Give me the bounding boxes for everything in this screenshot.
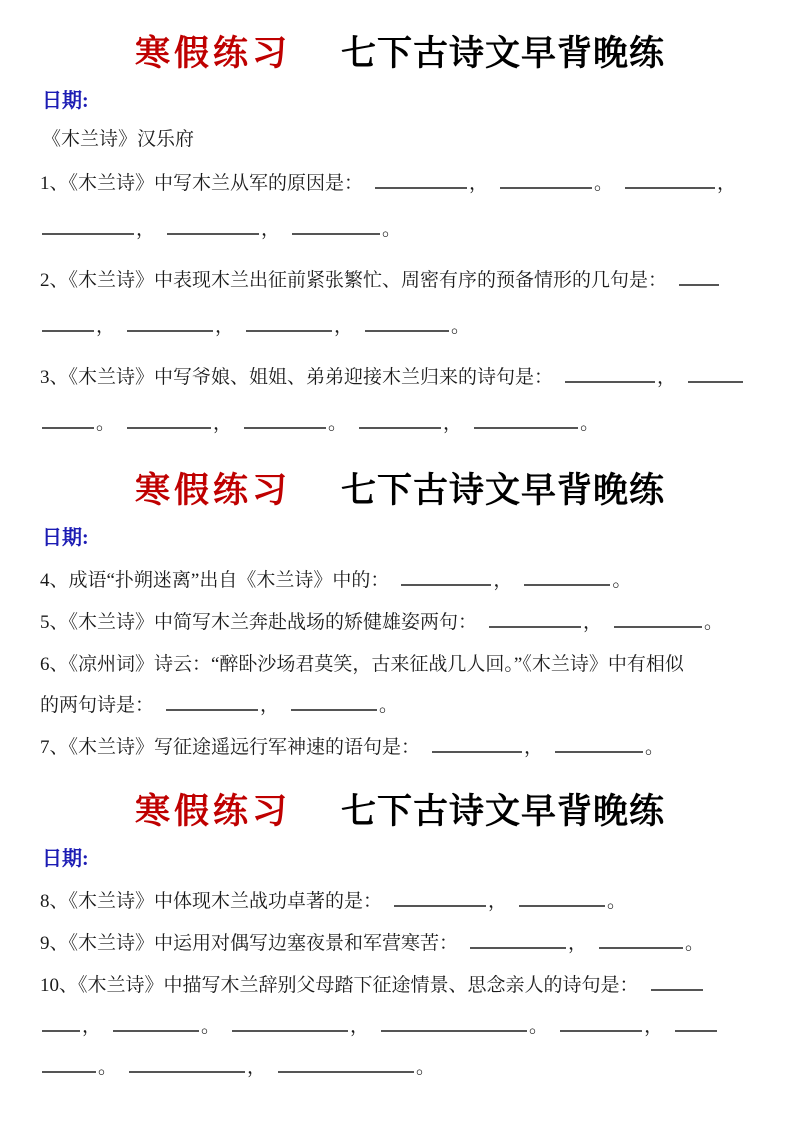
answer-blank (614, 616, 702, 628)
question-text: 5、《木兰诗》中简写木兰奔赴战场的矫健雄姿两句： (40, 612, 478, 633)
answer-blank (127, 417, 211, 429)
worksheet-section (40, 463, 760, 768)
answer-blank (474, 417, 578, 429)
question-text: 的两句诗是： (40, 695, 155, 716)
question-text: ， (493, 570, 513, 591)
section-header (40, 26, 760, 76)
question-text: 。 (607, 891, 627, 912)
question-text: ， (644, 1016, 664, 1037)
answer-blank (565, 371, 655, 383)
date-label: 日期: (42, 848, 89, 870)
question-line (40, 1006, 760, 1047)
answer-blank (359, 417, 441, 429)
section-header (40, 784, 760, 834)
header-badge: 寒假练习 (134, 792, 291, 831)
question-text: ， (469, 173, 489, 194)
answer-blank (625, 177, 715, 189)
header-badge: 寒假练习 (134, 471, 291, 510)
answer-blank (524, 574, 610, 586)
answer-blank (232, 1020, 348, 1032)
question-text: 。 (379, 695, 399, 716)
answer-blank (42, 320, 94, 332)
question-text: 。 (98, 1057, 118, 1078)
answer-blank (113, 1020, 199, 1032)
question-line (40, 644, 760, 685)
answer-blank (401, 574, 491, 586)
answer-blank (555, 741, 643, 753)
section-header (40, 463, 760, 513)
question-text: ， (136, 219, 156, 240)
question-text: 8、《木兰诗》中体现木兰战功卓著的是： (40, 891, 383, 912)
question-text: ， (583, 612, 603, 633)
answer-blank (166, 699, 258, 711)
question-line (40, 258, 760, 304)
question (40, 355, 760, 447)
worksheet-section (40, 784, 760, 1088)
question (40, 161, 760, 253)
answer-blank (651, 979, 703, 991)
question (40, 644, 760, 726)
question-text: 。 (529, 1016, 549, 1037)
page-title: 七下古诗文早背晚练 (341, 792, 666, 831)
answer-blank (42, 1061, 96, 1073)
page-title: 七下古诗文早背晚练 (341, 471, 666, 510)
answer-blank (278, 1061, 414, 1073)
question-line (40, 685, 760, 726)
answer-blank (489, 616, 581, 628)
question-text: 。 (382, 219, 402, 240)
answer-blank (292, 223, 380, 235)
question (40, 965, 760, 1088)
question-text: 。 (201, 1016, 221, 1037)
question-line (40, 401, 760, 447)
question-line (40, 881, 760, 922)
questions (40, 161, 760, 447)
answer-blank (42, 1020, 80, 1032)
question-line (40, 965, 760, 1006)
question-text: ， (488, 891, 508, 912)
answer-blank (129, 1061, 245, 1073)
answer-blank (394, 895, 486, 907)
answer-blank (167, 223, 259, 235)
answer-blank (599, 937, 683, 949)
question (40, 881, 760, 922)
page-title: 七下古诗文早背晚练 (341, 34, 666, 73)
question-text: ， (215, 316, 235, 337)
answer-blank (688, 371, 743, 383)
question (40, 560, 760, 601)
question-text: ， (568, 933, 588, 954)
question-line (40, 602, 760, 643)
question-text: 9、《木兰诗》中运用对偶写边塞夜景和军营寒苦： (40, 933, 459, 954)
date-label: 日期: (42, 90, 89, 112)
question-text: 2、《木兰诗》中表现木兰出征前紧张繁忙、周密有序的预备情形的几句是： (40, 270, 668, 291)
question-text: 。 (328, 413, 348, 434)
section-subtitle: 《木兰诗》汉乐府 (42, 129, 195, 150)
question-text: 10、《木兰诗》中描写木兰辞别父母踏下征途情景、思念亲人的诗句是： (40, 975, 639, 996)
question-line (40, 161, 760, 207)
question-text: ， (657, 367, 677, 388)
question-line (40, 207, 760, 253)
question-text: 。 (451, 316, 471, 337)
question-line (40, 304, 760, 350)
question-text: ， (260, 695, 280, 716)
answer-blank (500, 177, 592, 189)
question-text: 。 (685, 933, 705, 954)
question-text: ， (443, 413, 463, 434)
question-text: 。 (416, 1057, 436, 1078)
question-text: 6、《凉州词》诗云：“醉卧沙场君莫笑，古来征战几人回。”《木兰诗》中有相似 (40, 654, 684, 675)
answer-blank (127, 320, 213, 332)
question-text: 4、成语“扑朔迷离”出自《木兰诗》中的： (40, 570, 390, 591)
answer-blank (375, 177, 467, 189)
answer-blank (560, 1020, 642, 1032)
question-text: 。 (594, 173, 614, 194)
question-text: ， (334, 316, 354, 337)
answer-blank (381, 1020, 527, 1032)
questions (40, 560, 760, 768)
answer-blank (675, 1020, 717, 1032)
question-text: 7、《木兰诗》写征途遥远行军神速的语句是： (40, 737, 421, 758)
date-label: 日期: (42, 527, 89, 549)
question-text: ， (261, 219, 281, 240)
question-line (40, 727, 760, 768)
answer-blank (470, 937, 566, 949)
question-text: ， (247, 1057, 267, 1078)
question-text: ， (213, 413, 233, 434)
question-text: ， (717, 173, 737, 194)
question-text: ， (524, 737, 544, 758)
question-line (40, 1047, 760, 1088)
answer-blank (519, 895, 605, 907)
answer-blank (246, 320, 332, 332)
answer-blank (42, 417, 94, 429)
question-text: 。 (580, 413, 600, 434)
answer-blank (679, 274, 719, 286)
question-text: ， (350, 1016, 370, 1037)
question (40, 727, 760, 768)
question-line (40, 560, 760, 601)
question (40, 923, 760, 964)
answer-blank (365, 320, 449, 332)
question-text: 。 (96, 413, 116, 434)
header-badge: 寒假练习 (134, 34, 291, 73)
sections (40, 26, 760, 1088)
question-text: 。 (612, 570, 632, 591)
question-line (40, 355, 760, 401)
answer-blank (244, 417, 326, 429)
questions (40, 881, 760, 1088)
worksheet-section (40, 26, 760, 447)
question-text: 3、《木兰诗》中写爷娘、姐姐、弟弟迎接木兰归来的诗句是： (40, 367, 554, 388)
question (40, 258, 760, 350)
question-text: ， (82, 1016, 102, 1037)
question-text: 。 (704, 612, 724, 633)
question (40, 602, 760, 643)
answer-blank (432, 741, 522, 753)
question-text: ， (96, 316, 116, 337)
answer-blank (291, 699, 377, 711)
answer-blank (42, 223, 134, 235)
question-line (40, 923, 760, 964)
question-text: 1、《木兰诗》中写木兰从军的原因是： (40, 173, 364, 194)
question-text: 。 (645, 737, 665, 758)
